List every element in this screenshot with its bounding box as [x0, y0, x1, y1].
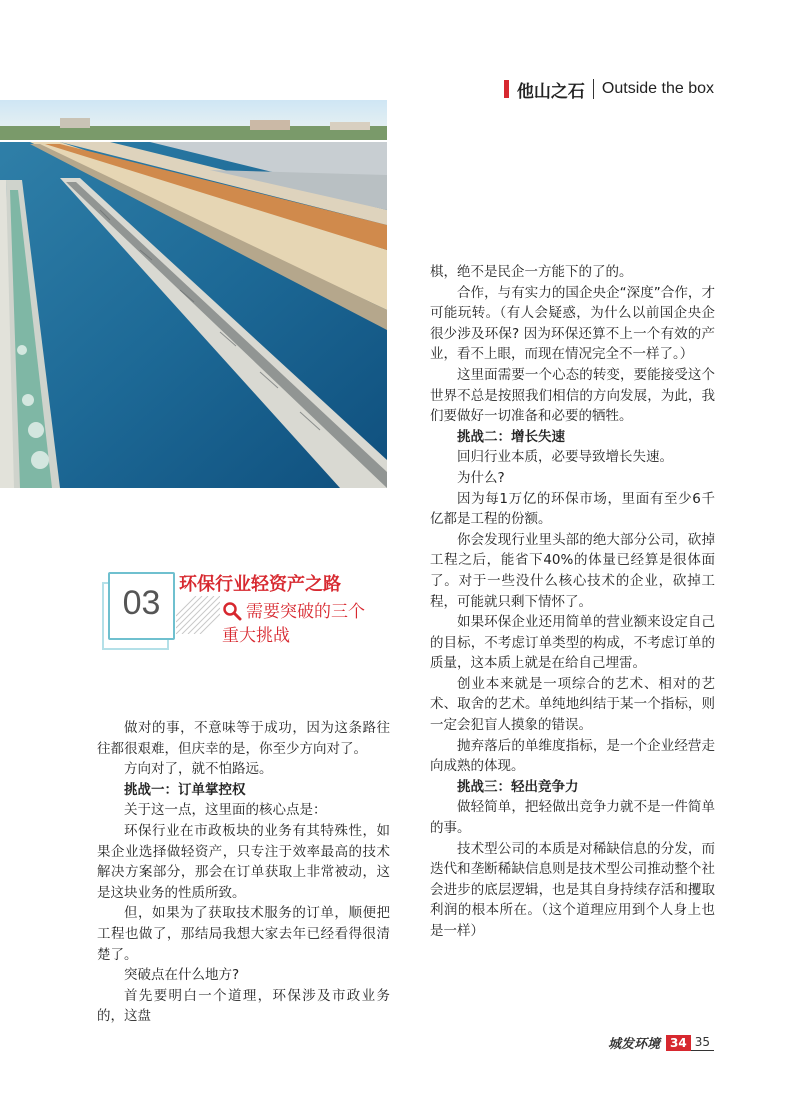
section-title: 环保行业轻资产之路 [179, 574, 341, 595]
section-subtitle [222, 600, 372, 648]
header-section-cn: 他山之石 [516, 81, 585, 102]
paragraph: 方向对了，就不怕路远。 [124, 761, 273, 778]
paragraph: 环保行业在市政板块的业务有其特殊性，如果企业选择做轻资产，只专注于效率最高的技术解决方案部分，那会在订单获取上非常被动，这是这块业务的性质所致。 [97, 822, 390, 901]
section-number-box [108, 572, 175, 640]
paragraph: 关于这一点，这里面的核心点是： [124, 802, 327, 819]
paragraph: 做轻简单，把轻做出竞争力就不是一件简单的事。 [430, 799, 715, 837]
paragraph: 突破点在什么地方? [124, 967, 240, 984]
page-number-right: 35 [691, 1034, 714, 1051]
header-section-en: Outside the box [601, 80, 714, 97]
subheading: 挑战三：轻出竞争力 [457, 778, 579, 795]
page-footer [608, 1033, 714, 1052]
header-divider [593, 79, 594, 99]
page-number-left: 34 [666, 1035, 691, 1051]
paragraph: 做对的事，不意味等于成功，因为这条路往往都很艰难，但庆幸的是，你至少方向对了。 [97, 720, 390, 757]
magazine-name: 城发环境 [608, 1037, 661, 1052]
running-header [504, 78, 714, 100]
paragraph: 你会发现行业里头部的绝大部分公司，砍掉工程之后，能省下40%的体量已经算是很体面了。对于一些没什么核心技术的企业，砍掉工程，可能就只剩下情怀了。 [430, 531, 715, 610]
paragraph: 因为每1万亿的环保市场，里面有至少6千亿都是工程的份额。 [430, 490, 715, 528]
right-text-column [430, 262, 715, 942]
photo-illustration [0, 100, 387, 488]
section-subtitle-text: 需要突破的三个重大挑战 [222, 602, 365, 646]
paragraph: 首先要明白一个道理，环保涉及市政业务的，这盘 [97, 987, 390, 1025]
subheading: 挑战二：增长失速 [457, 428, 565, 445]
section-number: 03 [122, 584, 161, 622]
paragraph: 这里面需要一个心态的转变，要能接受这个世界不总是按照我们相信的方向发展，为此，我们要做好一切准备和必要的牺牲。 [430, 366, 715, 425]
paragraph: 技术型公司的本质是对稀缺信息的分发，而迭代和垄断稀缺信息则是技术型公司推动整个社会进步的底层逻辑，也是其自身持续存活和攫取利润的根本所在。（这个道理应用到个人身上也是一样） [430, 840, 715, 939]
paragraph: 回归行业本质，必要导致增长失速。 [457, 449, 673, 466]
decorative-hatch [176, 596, 220, 634]
left-text-column [97, 718, 390, 1027]
subheading: 挑战一：订单掌控权 [124, 781, 246, 798]
paragraph: 创业本来就是一项综合的艺术、相对的艺术、取舍的艺术。单纯地纠结于某一个指标，则一定会犯盲人摸象的错误。 [430, 675, 715, 734]
paragraph: 为什么? [457, 469, 505, 486]
header-accent-bar [504, 80, 509, 98]
paragraph: 棋，绝不是民企一方能下的了的。 [430, 264, 633, 280]
paragraph: 但，如果为了获取技术服务的订单，顺便把工程也做了，那结局我想大家去年已经看得很清楚了。 [97, 905, 390, 963]
paragraph: 如果环保企业还用简单的营业额来设定自己的目标，不考虑订单类型的构成，不考虑订单的质量，这本质上就是在给自己埋雷。 [430, 614, 715, 672]
water-treatment-photo [0, 100, 387, 488]
paragraph: 合作，与有实力的国企央企“深度”合作，才可能玩转。（有人会疑惑，为什么以前国企央企很少涉及环保? 因为环保还算不上一个有效的产业，看不上眼，而现在情况完全不一样了。） [430, 284, 715, 363]
paragraph: 抛弃落后的单维度指标，是一个企业经营走向成熟的体现。 [430, 737, 715, 775]
